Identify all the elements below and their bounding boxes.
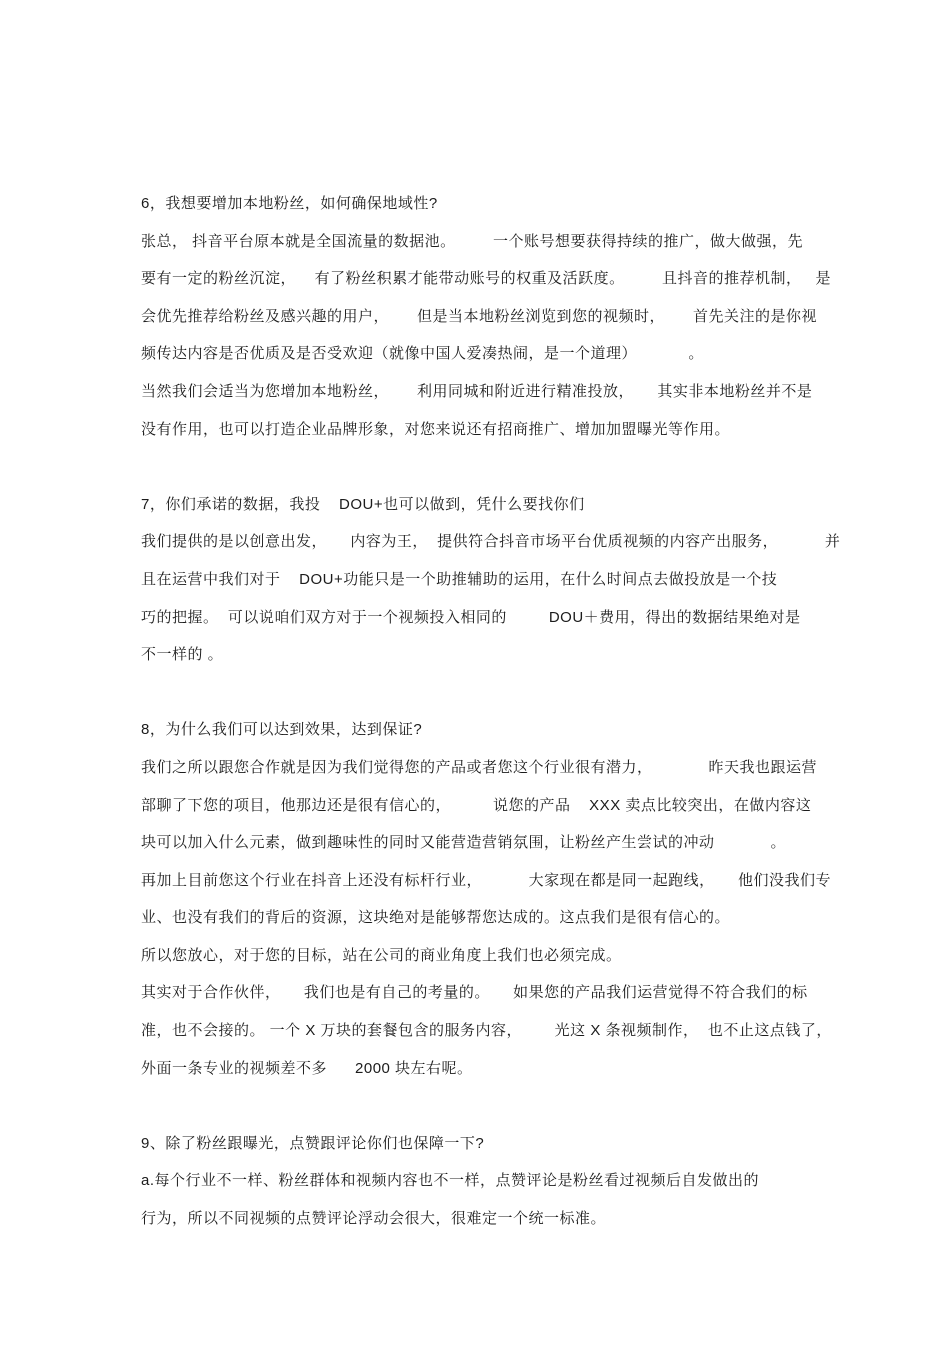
answer-line: 行为，所以不同视频的点赞评论浮动会很大，很难定一个统一标准。: [141, 1210, 607, 1228]
answer-line: 我们之所以跟您合作就是因为我们觉得您的产品或者您这个行业很有潜力， 昨天我也跟运营: [141, 758, 818, 776]
answer-line: 会优先推荐给粉丝及感兴趣的用户， 但是当本地粉丝浏览到您的视频时， 首先关注的是你视: [141, 307, 818, 325]
answer-line: 要有一定的粉丝沉淀， 有了粉丝积累才能带动账号的权重及活跃度。 且抖音的推荐机制， 是: [141, 270, 832, 288]
document-page: [141, 185, 841, 1238]
answer-line: 外面一条专业的视频差不多 2000 块左右呢。: [141, 1059, 473, 1077]
answer-line: 频传达内容是否优质及是否受欢迎（就像中国人爱凑热闹，是一个道理） 。: [141, 345, 704, 363]
answer-line: 再加上目前您这个行业在抖音上还没有标杆行业， 大家现在都是同一起跑线， 他们没我们专: [141, 871, 832, 889]
answer-line: 巧的把握。 可以说咱们双方对于一个视频投入相同的 DOU＋费用，得出的数据结果绝对是: [141, 608, 801, 626]
answer-line: 我们提供的是以创意出发， 内容为王， 提供符合抖音市场平台优质视频的内容产出服务， 并: [141, 533, 841, 551]
answer-line: 所以您放心，对于您的目标，站在公司的商业角度上我们也必须完成。: [141, 946, 622, 964]
answer-line: 业、也没有我们的背后的资源，这块绝对是能够帮您达成的。这点我们是很有信心的。: [141, 909, 731, 927]
question-line: 9、除了粉丝跟曝光，点赞跟评论你们也保障一下?: [141, 1134, 485, 1152]
faq-section: [141, 185, 841, 448]
answer-line: 当然我们会适当为您增加本地粉丝， 利用同城和附近进行精准投放， 其实非本地粉丝并不是: [141, 382, 813, 400]
answer-line: 块可以加入什么元素，做到趣味性的同时又能营造营销氛围，让粉丝产生尝试的冲动 。: [141, 834, 787, 852]
answer-line: 其实对于合作伙伴， 我们也是有自己的考量的。 如果您的产品我们运营觉得不符合我们的标: [141, 984, 808, 1002]
question-line: 8，为什么我们可以达到效果，达到保证?: [141, 721, 423, 739]
question-line: 6，我想要增加本地粉丝，如何确保地域性?: [141, 195, 438, 212]
answer-line: 不一样的 。: [141, 646, 224, 664]
answer-line: 张总， 抖音平台原本就是全国流量的数据池。 一个账号想要获得持续的推广，做大做强，先: [141, 232, 804, 250]
answer-line: 且在运营中我们对于 DOU+功能只是一个助推辅助的运用，在什么时间点去做投放是一个技: [141, 570, 778, 588]
answer-line: a.每个行业不一样、粉丝群体和视频内容也不一样，点赞评论是粉丝看过视频后自发做出的: [141, 1172, 760, 1190]
faq-section: [141, 486, 841, 674]
faq-section: [141, 1125, 841, 1238]
answer-line: 没有作用，也可以打造企业品牌形象，对您来说还有招商推广、增加加盟曝光等作用。: [141, 420, 731, 438]
answer-line: 部聊了下您的项目，他那边还是很有信心的， 说您的产品 XXX 卖点比较突出，在做内容这: [141, 796, 812, 814]
faq-section: [141, 711, 841, 1087]
question-line: 7，你们承诺的数据，我投 DOU+也可以做到，凭什么要找你们: [141, 495, 585, 513]
answer-line: 准，也不会接的。 一个 X 万块的套餐包含的服务内容， 光这 X 条视频制作， 也不止这点钱了，: [141, 1022, 832, 1040]
